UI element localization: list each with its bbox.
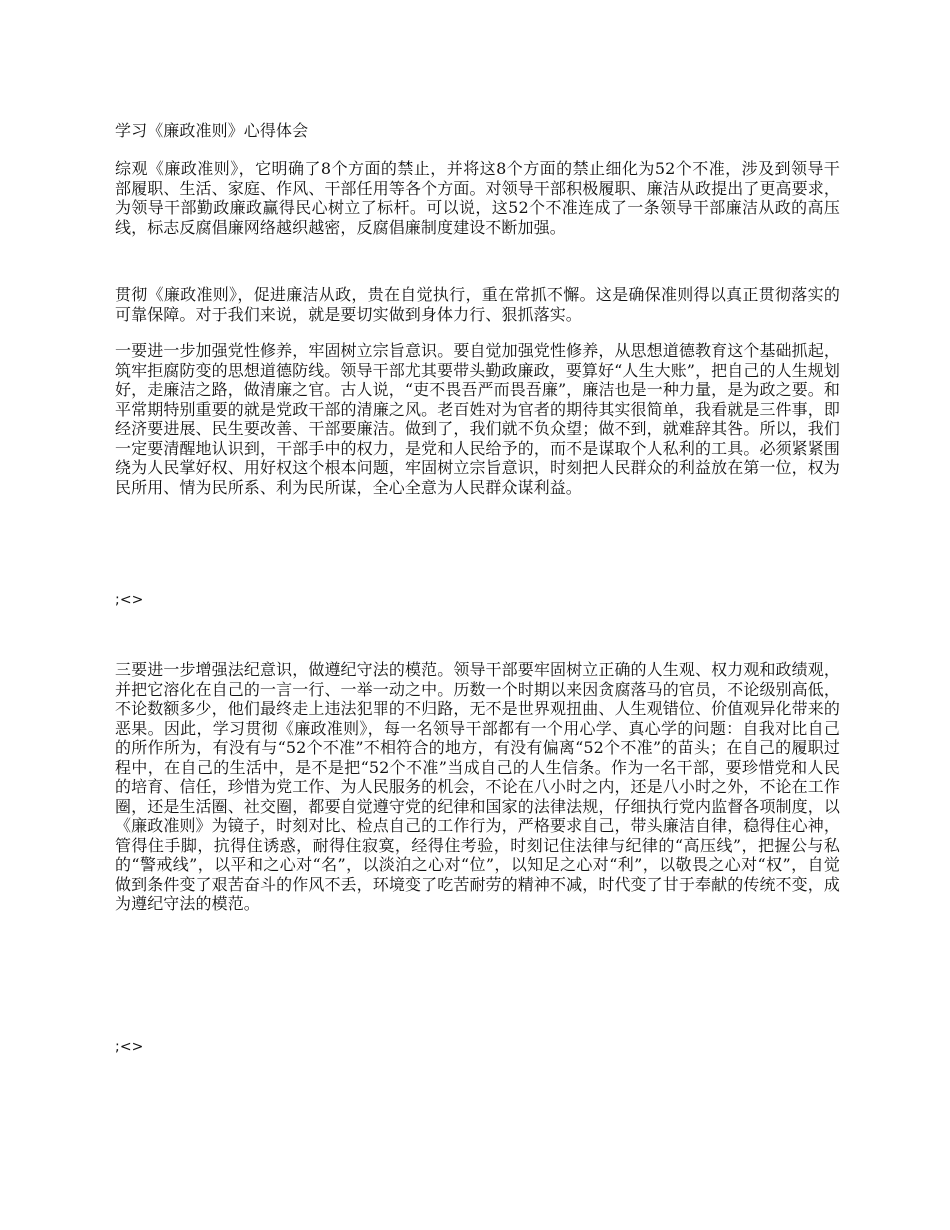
separator-marker-1: ;<>	[115, 592, 144, 608]
document-title: 学习《廉政准则》心得体会	[115, 121, 309, 140]
paragraph-2: 贯彻《廉政准则》，促进廉洁从政，贵在自觉执行，重在常抓不懈。这是确保准则得以真正贯彻落实的可靠保障。对于我们来说，就是要切实做到身体力行、狠抓落实。	[115, 285, 840, 324]
separator-marker-2: ;<>	[115, 1039, 144, 1055]
paragraph-4: 三要进一步增强法纪意识，做遵纪守法的模范。领导干部要牢固树立正确的人生观、权力观和政绩观，并把它溶化在自己的一言一行、一举一动之中。历数一个时期以来因贪腐落马的官员，不论级别高低，不论数额多少，他们最终走上违法犯罪的不归路，无不是世界观扭曲、人生观错位、价值观异化带来的恶果。因此，学习贯彻《廉政准则》，每一名领导干部都有一个用心学、真心学的问题：自我对比自己的所作所为，有没有与“52个不准”不相符合的地方，有没有偏离“52个不准”的苗头；在自己的履职过程中，在自己的生活中，是不是把“52个不准”当成自己的人生信条。作为一名干部，要珍惜党和人民的培育、信任，珍惜为党工作、为人民服务的机会，不论在八小时之内，还是八小时之外，不论在工作圈，还是生活圈、社交圈，都要自觉遵守党的纪律和国家的法律法规，仔细执行党内监督各项制度，以《廉政准则》为镜子，时刻对比、检点自己的工作行为，严格要求自己，带头廉洁自律，稳得住心神，管得住手脚，抗得住诱惑，耐得住寂寞，经得住考验，时刻记住法律与纪律的“高压线”，把握公与私的“警戒线”，以平和之心对“名”，以淡泊之心对“位”，以知足之心对“利”，以敬畏之心对“权”，自觉做到条件变了艰苦奋斗的作风不丢，环境变了吃苦耐劳的精神不减，时代变了甘于奉献的传统不变，成为遵纪守法的模范。	[115, 660, 840, 913]
paragraph-3: 一要进一步加强党性修养，牢固树立宗旨意识。要自觉加强党性修养，从思想道德教育这个基础抓起，筑牢拒腐防变的思想道德防线。领导干部尤其要带头勤政廉政，要算好“人生大账”，把自己的人生规划好，走廉洁之路，做清廉之官。古人说，“吏不畏吾严而畏吾廉”，廉洁也是一种力量，是为政之要。和平常期特别重要的就是党政干部的清廉之风。老百姓对为官者的期待其实很简单，我看就是三件事，即经济要进展、民生要改善、干部要廉洁。做到了，我们就不负众望；做不到，就难辞其咎。所以，我们一定要清醒地认识到，干部手中的权力，是党和人民给予的，而不是谋取个人私利的工具。必须紧紧围绕为人民掌好权、用好权这个根本问题，牢固树立宗旨意识，时刻把人民群众的利益放在第一位，权为民所用、情为民所系、利为民所谋，全心全意为人民群众谋利益。	[115, 341, 840, 497]
paragraph-1: 综观《廉政准则》，它明确了8个方面的禁止，并将这8个方面的禁止细化为52个不准，涉及到领导干部履职、生活、家庭、作风、干部任用等各个方面。对领导干部积极履职、廉洁从政提出了更高要求，为领导干部勤政廉政赢得民心树立了标杆。可以说，这52个不准连成了一条领导干部廉洁从政的高压线，标志反腐倡廉网络越织越密，反腐倡廉制度建设不断加强。	[115, 159, 840, 237]
